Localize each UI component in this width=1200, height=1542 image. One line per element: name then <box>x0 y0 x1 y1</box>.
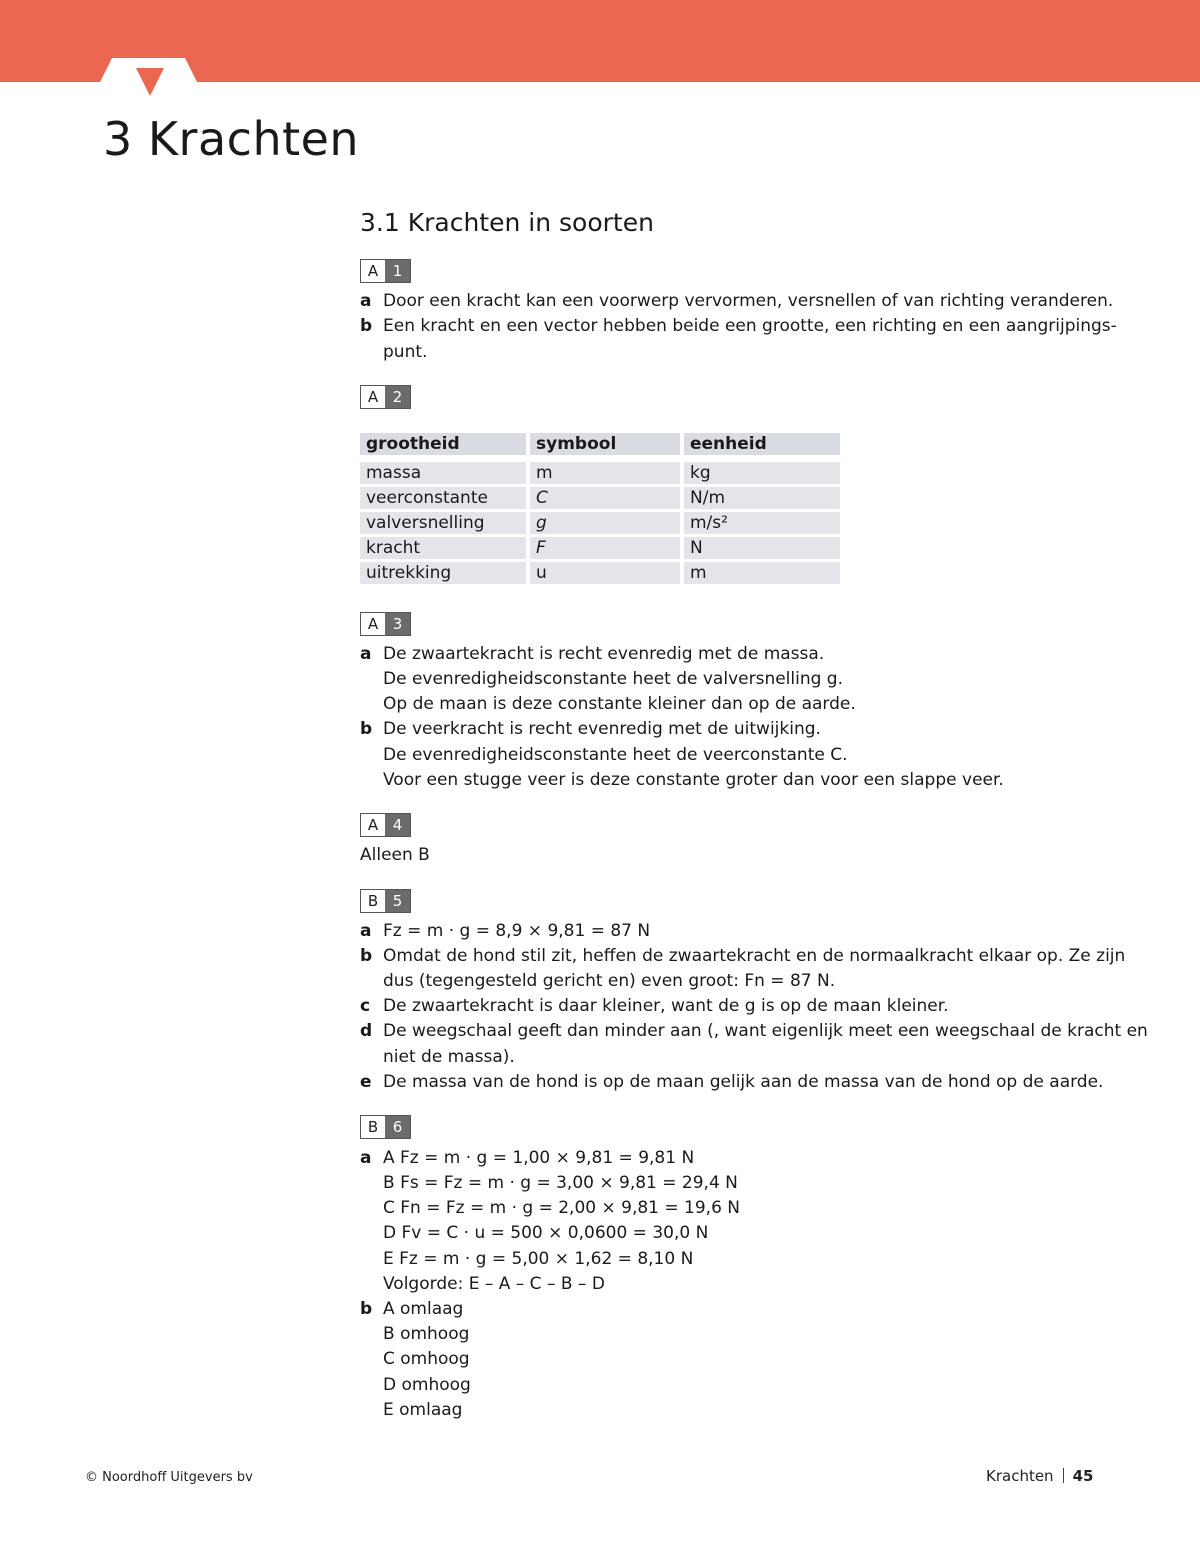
exercise-number: 2 <box>385 386 410 408</box>
chapter-title: 3 Krachten <box>103 112 360 166</box>
table-row <box>360 512 840 534</box>
table-cell: m <box>530 462 680 484</box>
table-cell: valversnelling <box>360 512 526 534</box>
exercise-level: A <box>361 260 385 282</box>
exercise-badge-2 <box>360 385 411 409</box>
footer-chapter: Krachten <box>986 1467 1054 1485</box>
table-cell: C <box>530 487 680 509</box>
chapter-tab-marker <box>0 0 200 100</box>
exercise-number: 5 <box>385 890 410 912</box>
exercise-number: 4 <box>385 814 410 836</box>
table-header-row <box>360 433 840 455</box>
answer-4: Alleen B <box>360 845 430 865</box>
exercise-number: 3 <box>385 613 410 635</box>
table-cell: massa <box>360 462 526 484</box>
table-cell: g <box>530 512 680 534</box>
table-cell: u <box>530 562 680 584</box>
table-row <box>360 487 840 509</box>
table-cell: m/s² <box>684 512 840 534</box>
table-cell: N <box>684 537 840 559</box>
exercise-level: A <box>361 613 385 635</box>
exercise-badge-6 <box>360 1115 411 1139</box>
table-cell: veerconstante <box>360 487 526 509</box>
exercise-badge-3 <box>360 612 411 636</box>
table-cell: kg <box>684 462 840 484</box>
table-cell: m <box>684 562 840 584</box>
exercise-badge-4 <box>360 813 411 837</box>
table-cell: uitrekking <box>360 562 526 584</box>
table-header-cell: grootheid <box>360 433 526 455</box>
table-row <box>360 562 840 584</box>
table-cell: kracht <box>360 537 526 559</box>
page-footer <box>986 1467 1093 1485</box>
section-title: 3.1 Krachten in soorten <box>360 208 654 237</box>
exercise-level: A <box>361 386 385 408</box>
exercise-number: 1 <box>385 260 410 282</box>
publisher-credit: © Noordhoff Uitgevers bv <box>85 1470 253 1485</box>
table-cell: F <box>530 537 680 559</box>
exercise-level: A <box>361 814 385 836</box>
table-row <box>360 537 840 559</box>
exercise-level: B <box>361 890 385 912</box>
footer-divider <box>1063 1468 1064 1483</box>
exercise-level: B <box>361 1116 385 1138</box>
exercise-badge-5 <box>360 889 411 913</box>
table-cell: N/m <box>684 487 840 509</box>
exercise-badge-1 <box>360 259 411 283</box>
table-header-cell: symbool <box>530 433 680 455</box>
exercise-number: 6 <box>385 1116 410 1138</box>
table-row <box>360 462 840 484</box>
page-number: 45 <box>1072 1467 1094 1485</box>
table-header-cell: eenheid <box>684 433 840 455</box>
